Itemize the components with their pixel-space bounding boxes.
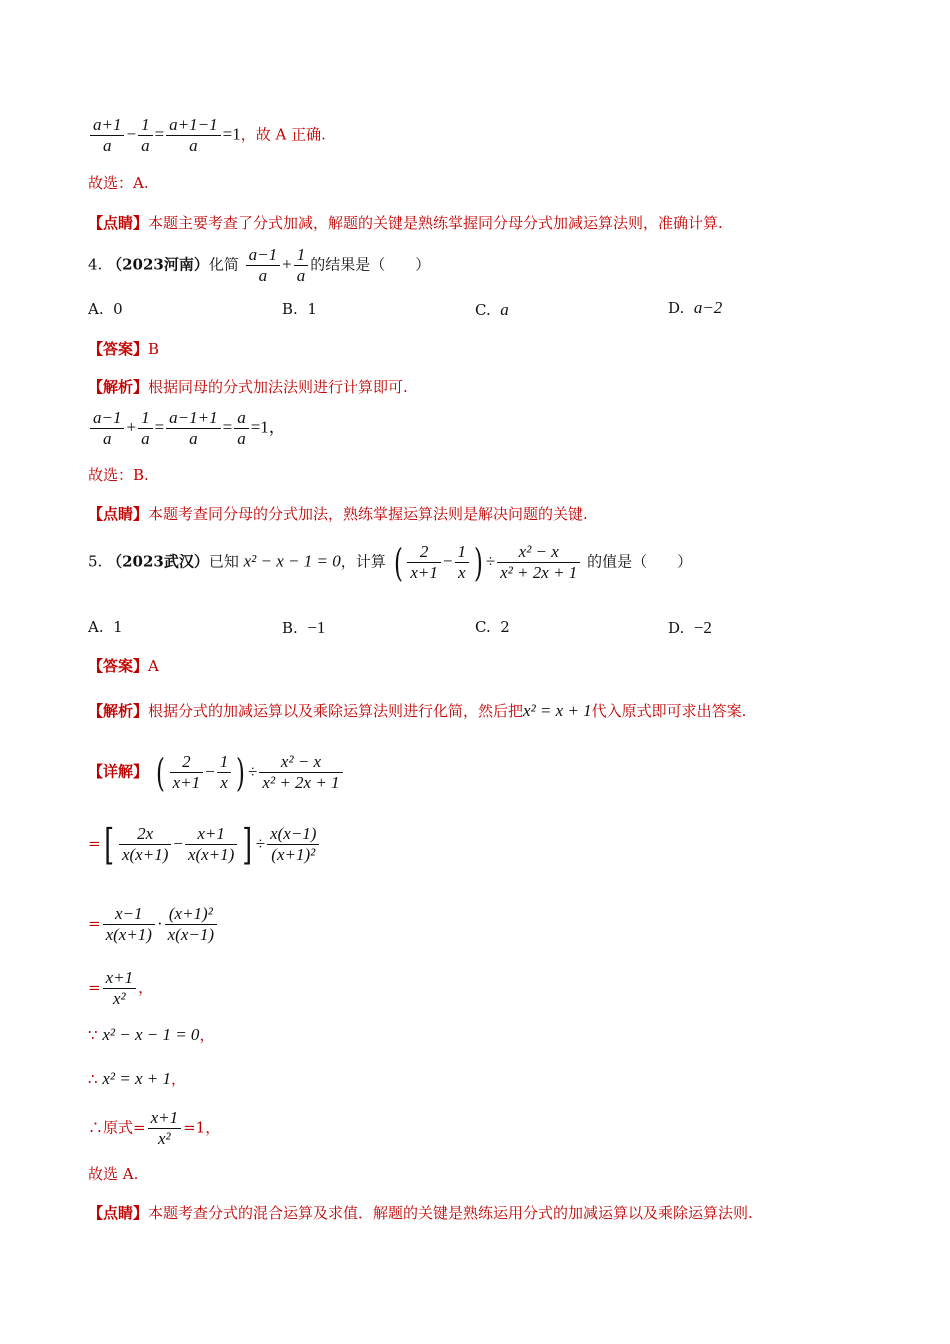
question-source: （2023河南）: [107, 255, 209, 274]
fraction: $\frac{1}{x}$: [455, 542, 470, 583]
analysis-text: 根据同母的分式加法法则进行计算即可.: [148, 378, 408, 396]
q5-because: ∵ x² − x − 1 = 0，: [88, 1025, 215, 1044]
q5-detail-step2: =[ $\frac{2x}{x(x+1)}$ − $\frac{x+1}{x(x+1)}$ ] ÷ $\frac{x(x-1)}{\text{(x+1)²}}$: [88, 824, 321, 865]
fraction: $\frac{a-1}{a}$: [246, 245, 280, 286]
fraction: $\frac{1}{x}$: [217, 752, 232, 793]
stem-text: 的值是（ ）: [587, 552, 693, 571]
fraction: $\frac{\text{(x+1)²}}{x(x-1)}$: [165, 904, 217, 945]
q5-option-b[interactable]: B. −1: [282, 618, 326, 637]
q5-stem: 5. （2023武汉）已知 x² − x − 1 = 0，计算 ( $\frac{2}{x+1}$ − $\frac{1}{x}$ ) ÷ $\frac{\text{x² − x}}{\text{x² + 2x + 1}}$ 的值是（ ）: [88, 540, 693, 585]
q5-therefore: ∴ x² = x + 1，: [88, 1069, 186, 1088]
fraction: $\frac{x+1}{\text{x²}}$: [148, 1108, 182, 1149]
q3-equation: $\frac{a+1}{a}$ − $\frac{1}{a}$ = $\frac{a+1-1}{a}$ =1，故 A 正确.: [88, 115, 326, 156]
point-text: 本题考查同分母的分式加法，熟练掌握运算法则是解决问题的关键.: [148, 505, 588, 523]
answer-value: B: [148, 340, 160, 358]
point-text: 本题主要考查了分式加减，解题的关键是熟练掌握同分母分式加减运算法则，准确计算.: [148, 214, 723, 232]
condition-equation: x² − x − 1 = 0: [243, 551, 341, 571]
stem-text: 已知: [208, 552, 239, 571]
q4-work: $\frac{a-1}{a}$ + $\frac{1}{a}$ = $\frac{a-1+1}{a}$ = $\frac{a}{a}$ =1，: [88, 408, 286, 449]
analysis-label: 【解析】: [88, 378, 149, 396]
fraction: $\frac{a}{a}$: [234, 408, 249, 449]
fraction: $\frac{a-1}{a}$: [90, 408, 124, 449]
fraction: $\frac{1}{a}$: [138, 408, 153, 449]
q4-option-b[interactable]: B. 1: [282, 300, 317, 318]
therefore-equation: x² = x + 1: [102, 1069, 171, 1088]
q4-choice: 故选：B.: [88, 466, 149, 484]
fraction: $\frac{a-1+1}{a}$: [166, 408, 220, 449]
because-symbol: ∵: [88, 1026, 98, 1044]
fraction: $\frac{x+1}{x(x+1)}$: [185, 824, 237, 865]
q5-option-a[interactable]: A. 1: [88, 618, 123, 636]
q5-choice: 故选 A.: [88, 1165, 139, 1183]
answer-value: A: [148, 657, 159, 675]
q4-analysis: [88, 376, 408, 398]
answer-label: 【答案】: [88, 657, 149, 675]
q5-detail-step1: 【详解】 ( $\frac{2}{x+1}$ − $\frac{1}{x}$ ) ÷ $\frac{\text{x² − x}}{\text{x² + 2x + 1}}$: [88, 752, 345, 793]
q5-answer: [88, 655, 159, 677]
analysis-label: 【解析】: [88, 702, 149, 720]
fraction: $\frac{2x}{x(x+1)}$: [119, 824, 171, 865]
question-source: （2023武汉）: [107, 552, 209, 571]
fraction: $\frac{2}{x+1}$: [170, 752, 204, 793]
fraction: $\frac{x(x-1)}{\text{(x+1)²}}$: [267, 824, 319, 865]
q5-detail-step3: = $\frac{x-1}{x(x+1)}$ · $\frac{\text{(x+1)²}}{x(x-1)}$: [88, 904, 219, 945]
because-equation: x² − x − 1 = 0: [102, 1025, 200, 1044]
q4-answer: [88, 338, 159, 360]
q5-option-c[interactable]: C. 2: [475, 618, 510, 636]
analysis-text: 根据分式的加减运算以及乘除运算法则进行化简，然后把: [148, 702, 524, 720]
q5-option-d[interactable]: D. −2: [668, 618, 712, 637]
stem-text: ，计算: [340, 552, 386, 571]
q4-stem: 4. （2023河南）化简 $\frac{a-1}{a}$ + $\frac{1}{a}$ 的结果是（ ）: [88, 245, 431, 285]
q4-point: [88, 503, 588, 525]
answer-label: 【答案】: [88, 340, 149, 358]
fraction: $\frac{x-1}{x(x+1)}$: [103, 904, 155, 945]
detail-label: 【详解】: [88, 762, 149, 781]
fraction: $\frac{2}{x+1}$: [407, 542, 441, 583]
point-text: 本题考查分式的混合运算及求值．解题的关键是熟练运用分式的加减运算以及乘除运算法则.: [148, 1204, 753, 1222]
question-number: 5.: [88, 552, 103, 571]
q4-option-a[interactable]: A. 0: [88, 300, 123, 318]
question-number: 4.: [88, 255, 103, 274]
q4-option-c[interactable]: C. a: [475, 300, 509, 319]
fraction: $\frac{x+1}{\text{x²}}$: [103, 968, 137, 1009]
fraction: $\frac{1}{a}$: [138, 115, 153, 156]
q5-original-value: ∴原式= $\frac{x+1}{\text{x²}}$ =1，: [88, 1108, 221, 1148]
q4-option-d[interactable]: D. a−2: [668, 298, 723, 317]
point-label: 【点睛】: [88, 1204, 149, 1222]
analysis-equation: x² = x + 1: [523, 701, 592, 720]
point-label: 【点睛】: [88, 505, 149, 523]
fraction: $\frac{a+1}{a}$: [90, 115, 124, 156]
point-label: 【点睛】: [88, 214, 149, 232]
fraction: $\frac{\text{x² − x}}{\text{x² + 2x + 1}}$: [497, 542, 580, 583]
q5-analysis: [88, 700, 746, 722]
q3-equation-suffix: ，故 A 正确.: [240, 125, 326, 144]
fraction: $\frac{1}{a}$: [294, 245, 309, 286]
fraction: $\frac{\text{x² − x}}{\text{x² + 2x + 1}}$: [259, 752, 342, 793]
q5-detail-step4: = $\frac{x+1}{\text{x²}}$ ，: [88, 968, 154, 1008]
fraction: $\frac{a+1-1}{a}$: [166, 115, 220, 156]
analysis-text: 代入原式即可求出答案.: [591, 702, 747, 720]
q5-point: [88, 1202, 753, 1224]
q3-point: [88, 212, 723, 234]
stem-text: 化简: [208, 255, 239, 274]
stem-text: 的结果是（ ）: [310, 255, 431, 274]
therefore-symbol: ∴: [88, 1070, 98, 1088]
q3-choice: 故选：A.: [88, 174, 149, 192]
